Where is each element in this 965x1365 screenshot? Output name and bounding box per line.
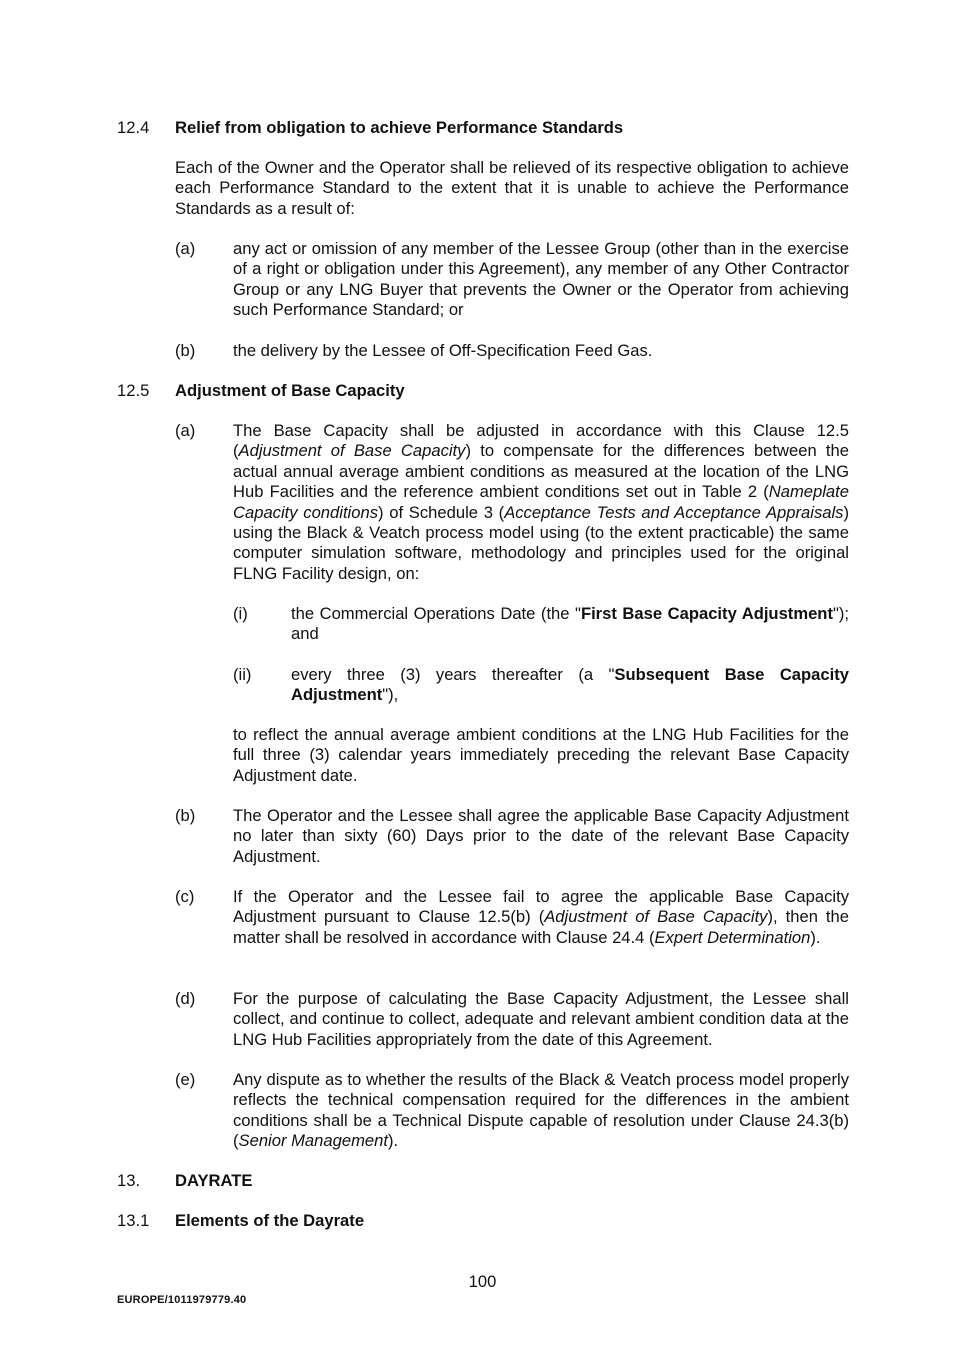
clause-12-5-a-closing: to reflect the annual average ambient conditions at the LNG Hub Facilities for the full three (3) calendar years immediately preceding the relevant Base Capacity Adjustment date. bbox=[233, 725, 849, 785]
item-text bbox=[233, 887, 849, 948]
document-reference: EUROPE/1011979779.40 bbox=[117, 1294, 247, 1306]
clause-12-5-a-sub-ii bbox=[233, 665, 849, 707]
cross-reference: Adjustment of Base Capacity bbox=[544, 907, 768, 927]
text-run: the Commercial Operations Date (the " bbox=[291, 604, 581, 623]
defined-term: Subsequent Base Capacity Adjustment bbox=[291, 665, 849, 705]
item-label: (b) bbox=[175, 341, 196, 360]
clause-number: 12.5 bbox=[117, 381, 150, 400]
clause-title: Adjustment of Base Capacity bbox=[175, 381, 405, 400]
clause-number: 13. bbox=[117, 1171, 141, 1190]
text-run: "), bbox=[382, 685, 399, 705]
item-label: (c) bbox=[175, 887, 195, 906]
clause-12-5-item-a bbox=[175, 421, 849, 585]
text-run: ) using the Black & Veatch process model using (to the extent practicable) the same computer simulation software, methodology and principles used for the original FLNG Facility design, on: bbox=[233, 502, 849, 583]
clause-12-5-item-b bbox=[175, 806, 849, 868]
text-run: If the Operator and the Lessee fail to agree the applicable Base Capacity Adjustment pursuant to Clause 12.5(b) ( bbox=[233, 887, 849, 927]
cross-reference: Adjustment of Base Capacity bbox=[238, 441, 466, 461]
clause-12-4-intro: Each of the Owner and the Operator shall be relieved of its respective obligation to achieve each Performance Standard to the extent that it is unable to achieve the Performance Standards as a result of: bbox=[175, 158, 849, 218]
item-label: (ii) bbox=[233, 665, 252, 684]
clause-title: Relief from obligation to achieve Performance Standards bbox=[175, 118, 624, 137]
clause-12-5-item-c bbox=[175, 887, 849, 969]
item-text: the delivery by the Lessee of Off-Specification Feed Gas. bbox=[233, 341, 653, 360]
item-label: (i) bbox=[233, 604, 248, 623]
cross-reference: Senior Management bbox=[238, 1131, 388, 1151]
text-run: every three (3) years thereafter (a " bbox=[291, 665, 615, 684]
text-run: "); and bbox=[291, 604, 850, 644]
item-text: The Operator and the Lessee shall agree the applicable Base Capacity Adjustment no later than sixty (60) Days prior to the date of the relevant Base Capacity Adjustment. bbox=[233, 806, 849, 866]
clause-title: Elements of the Dayrate bbox=[175, 1211, 365, 1230]
item-label: (a) bbox=[175, 239, 196, 258]
text-run: ). bbox=[810, 927, 821, 947]
text-run: The Base Capacity shall be adjusted in accordance with this Clause 12.5 ( bbox=[233, 421, 849, 461]
clause-12-4-item-a bbox=[175, 239, 849, 321]
item-text: any act or omission of any member of the Lessee Group (other than in the exercise of a right or obligation under this Agreement), any member of any Other Contractor Group or any LNG Buyer that prevents the Owner or the Operator from achieving such Performance Standard; or bbox=[233, 239, 849, 320]
item-label: (a) bbox=[175, 421, 196, 440]
item-label: (d) bbox=[175, 989, 196, 1008]
clause-12-5-item-d bbox=[175, 989, 849, 1051]
text-run: ) to compensate for the differences between the actual annual average ambient conditions as measured at the location of the LNG Hub Facilities and the reference ambient conditions set out in Table 2 ( bbox=[233, 441, 849, 502]
text-run: ), then the matter shall be resolved in accordance with Clause 24.4 ( bbox=[233, 907, 849, 947]
clause-number: 13.1 bbox=[117, 1211, 150, 1230]
cross-reference: Expert Determination bbox=[654, 927, 811, 947]
clause-title: DAYRATE bbox=[175, 1171, 253, 1190]
page-number: 100 bbox=[468, 1272, 497, 1291]
text-run: ) of Schedule 3 ( bbox=[378, 502, 505, 522]
cross-reference: Nameplate Capacity conditions bbox=[233, 482, 849, 522]
text-run: ). bbox=[387, 1131, 399, 1151]
item-label: (e) bbox=[175, 1070, 196, 1089]
clause-number: 12.4 bbox=[117, 118, 150, 137]
item-text bbox=[233, 421, 849, 584]
item-text bbox=[233, 1070, 849, 1152]
text-run: Any dispute as to whether the results of the Black & Veatch process model properly reflects the technical compensation required for the differences in the ambient conditions shall be a Technical Dispute capable of resolution under Clause 24.3(b) ( bbox=[233, 1070, 849, 1151]
item-label: (b) bbox=[175, 806, 196, 825]
clause-12-4-item-b bbox=[175, 341, 849, 362]
item-text bbox=[291, 665, 849, 706]
cross-reference: Acceptance Tests and Acceptance Appraisals bbox=[504, 502, 844, 522]
item-text bbox=[291, 604, 849, 645]
clause-12-5-item-e bbox=[175, 1070, 849, 1152]
defined-term: First Base Capacity Adjustment bbox=[580, 604, 833, 623]
item-text: For the purpose of calculating the Base Capacity Adjustment, the Lessee shall collect, and continue to collect, adequate and relevant ambient condition data at the LNG Hub Facilities appropriately from the date of this Agreement. bbox=[233, 989, 849, 1049]
clause-12-5-a-sub-i bbox=[233, 604, 849, 646]
